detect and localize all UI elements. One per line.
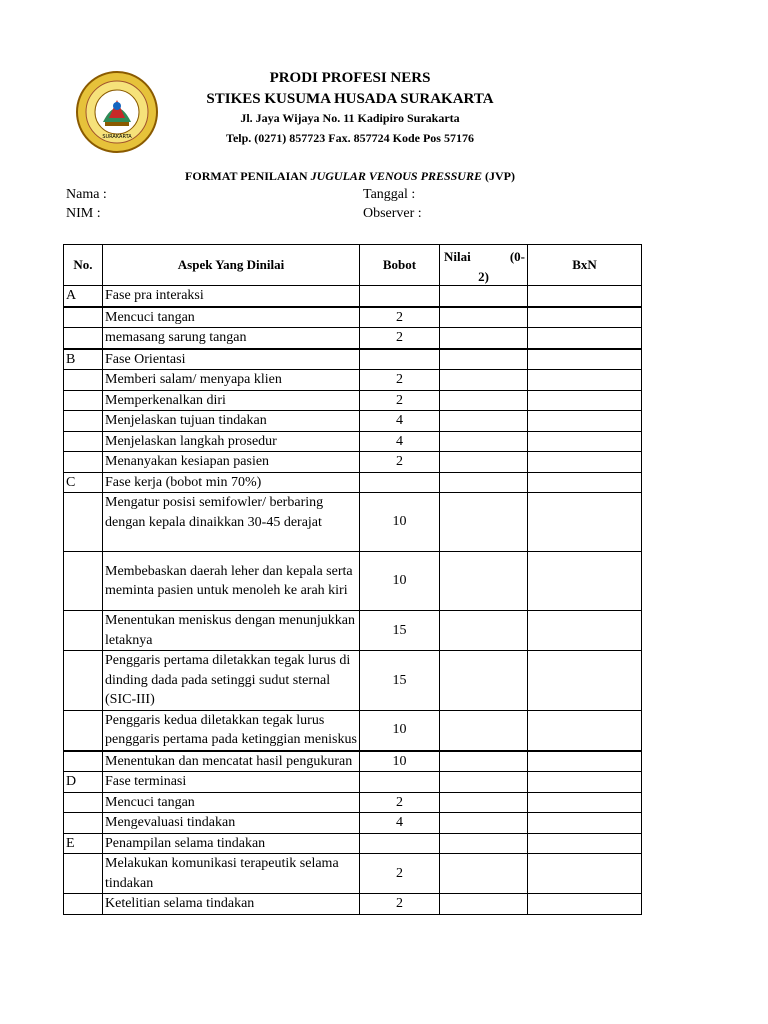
cell-nilai[interactable] xyxy=(440,493,528,552)
table-row xyxy=(64,552,642,611)
table-row xyxy=(64,390,642,411)
cell-bobot: 10 xyxy=(360,552,440,611)
cell-aspek: Menentukan dan mencatat hasil pengukuran xyxy=(103,751,360,772)
header-contact: Telp. (0271) 857723 Fax. 857724 Kode Pos 57176 xyxy=(226,131,474,145)
cell-no xyxy=(64,411,103,432)
cell-bxn[interactable] xyxy=(528,894,642,915)
cell-bxn[interactable] xyxy=(528,552,642,611)
table-row xyxy=(64,894,642,915)
cell-no xyxy=(64,751,103,772)
table-row xyxy=(64,651,642,711)
cell-bobot: 10 xyxy=(360,493,440,552)
cell-aspek: Memperkenalkan diri xyxy=(103,390,360,411)
cell-bxn[interactable] xyxy=(528,411,642,432)
cell-aspek: Penggaris kedua diletakkan tegak lurus penggaris pertama pada ketinggian meniskus xyxy=(103,710,360,751)
header-nilai xyxy=(440,245,528,286)
header-prodi: PRODI PROFESI NERS xyxy=(269,70,431,86)
cell-nilai[interactable] xyxy=(440,651,528,711)
cell-nilai[interactable] xyxy=(440,411,528,432)
table-row xyxy=(64,792,642,813)
cell-bxn[interactable] xyxy=(528,307,642,328)
cell-no xyxy=(64,611,103,651)
cell-aspek: Fase terminasi xyxy=(103,772,360,793)
cell-nilai[interactable] xyxy=(440,751,528,772)
cell-nilai[interactable] xyxy=(440,611,528,651)
table-row xyxy=(64,751,642,772)
cell-bxn[interactable] xyxy=(528,472,642,493)
cell-nilai[interactable] xyxy=(440,792,528,813)
cell-aspek: Mengevaluasi tindakan xyxy=(103,813,360,834)
cell-aspek: Menentukan meniskus dengan menunjukkan letaknya xyxy=(103,611,360,651)
cell-bxn[interactable] xyxy=(528,651,642,711)
cell-aspek: Memberi salam/ menyapa klien xyxy=(103,370,360,391)
cell-bobot: 2 xyxy=(360,390,440,411)
cell-bobot: 2 xyxy=(360,792,440,813)
header-nilai-label: Nilai xyxy=(444,249,471,264)
header-address: Jl. Jaya Wijaya No. 11 Kadipiro Surakarta xyxy=(240,111,460,125)
cell-nilai[interactable] xyxy=(440,710,528,751)
cell-aspek: Ketelitian selama tindakan xyxy=(103,894,360,915)
table-header-row xyxy=(64,245,642,286)
cell-nilai[interactable] xyxy=(440,772,528,793)
cell-aspek: Fase kerja (bobot min 70%) xyxy=(103,472,360,493)
cell-bxn[interactable] xyxy=(528,611,642,651)
cell-nilai[interactable] xyxy=(440,286,528,307)
cell-no xyxy=(64,894,103,915)
header-nilai-range-start: (0- xyxy=(509,249,525,264)
cell-no xyxy=(64,552,103,611)
table-row xyxy=(64,611,642,651)
form-title-prefix: FORMAT PENILAIAN xyxy=(185,169,311,183)
cell-bxn[interactable] xyxy=(528,772,642,793)
cell-no: C xyxy=(64,472,103,493)
table-row xyxy=(64,452,642,473)
cell-bobot: 4 xyxy=(360,813,440,834)
cell-bobot xyxy=(360,349,440,370)
header-bxn: BxN xyxy=(528,245,642,286)
table-row xyxy=(64,710,642,751)
table-row xyxy=(64,472,642,493)
cell-aspek: Mengatur posisi semifowler/ berbaring dengan kepala dinaikkan 30-45 derajat xyxy=(103,493,360,552)
cell-bxn[interactable] xyxy=(528,286,642,307)
cell-no xyxy=(64,328,103,349)
table-row xyxy=(64,328,642,349)
cell-no: A xyxy=(64,286,103,307)
cell-bobot: 15 xyxy=(360,651,440,711)
cell-nilai[interactable] xyxy=(440,894,528,915)
cell-aspek: Mencuci tangan xyxy=(103,307,360,328)
cell-bxn[interactable] xyxy=(528,792,642,813)
cell-aspek: Fase pra interaksi xyxy=(103,286,360,307)
institution-logo xyxy=(75,70,159,154)
cell-aspek: Menjelaskan langkah prosedur xyxy=(103,431,360,452)
cell-bobot: 10 xyxy=(360,710,440,751)
cell-no xyxy=(64,390,103,411)
cell-nilai[interactable] xyxy=(440,328,528,349)
table-row xyxy=(64,833,642,854)
cell-bxn[interactable] xyxy=(528,710,642,751)
cell-nilai[interactable] xyxy=(440,307,528,328)
table-row xyxy=(64,286,642,307)
cell-aspek: Fase Orientasi xyxy=(103,349,360,370)
cell-aspek: memasang sarung tangan xyxy=(103,328,360,349)
table-row xyxy=(64,493,642,552)
cell-bxn[interactable] xyxy=(528,370,642,391)
form-title-suffix: (JVP) xyxy=(481,169,515,183)
cell-aspek: Mencuci tangan xyxy=(103,792,360,813)
cell-bxn[interactable] xyxy=(528,349,642,370)
header-bobot: Bobot xyxy=(360,245,440,286)
cell-nilai[interactable] xyxy=(440,452,528,473)
cell-no: B xyxy=(64,349,103,370)
cell-bobot: 15 xyxy=(360,611,440,651)
header-nilai-range-end: 2) xyxy=(478,269,489,284)
form-title-italic: JUGULAR VENOUS PRESSURE xyxy=(310,169,482,183)
cell-nilai[interactable] xyxy=(440,833,528,854)
cell-bxn[interactable] xyxy=(528,493,642,552)
header-aspek: Aspek Yang Dinilai xyxy=(103,245,360,286)
cell-nilai[interactable] xyxy=(440,370,528,391)
cell-bobot: 2 xyxy=(360,370,440,391)
svg-text:SURAKARTA: SURAKARTA xyxy=(102,134,132,140)
cell-bobot: 4 xyxy=(360,411,440,432)
cell-bxn[interactable] xyxy=(528,813,642,834)
cell-no xyxy=(64,854,103,894)
cell-bxn[interactable] xyxy=(528,452,642,473)
cell-bobot: 2 xyxy=(360,452,440,473)
nim-label: NIM : xyxy=(66,206,101,221)
cell-aspek: Membebaskan daerah leher dan kepala serta meminta pasien untuk menoleh ke arah kiri xyxy=(103,552,360,611)
form-title xyxy=(80,169,620,184)
table-row xyxy=(64,349,642,370)
cell-nilai[interactable] xyxy=(440,552,528,611)
table-row xyxy=(64,854,642,894)
cell-no xyxy=(64,431,103,452)
cell-bobot xyxy=(360,286,440,307)
table-row xyxy=(64,370,642,391)
cell-bobot: 10 xyxy=(360,751,440,772)
cell-nilai[interactable] xyxy=(440,431,528,452)
cell-aspek: Melakukan komunikasi terapeutik selama tindakan xyxy=(103,854,360,894)
table-row xyxy=(64,431,642,452)
assessment-table xyxy=(63,244,642,915)
cell-bobot: 2 xyxy=(360,328,440,349)
cell-bxn[interactable] xyxy=(528,390,642,411)
cell-nilai[interactable] xyxy=(440,813,528,834)
cell-no xyxy=(64,651,103,711)
table-row xyxy=(64,772,642,793)
cell-aspek: Menanyakan kesiapan pasien xyxy=(103,452,360,473)
cell-bobot: 2 xyxy=(360,307,440,328)
cell-nilai[interactable] xyxy=(440,390,528,411)
cell-no xyxy=(64,452,103,473)
cell-nilai[interactable] xyxy=(440,854,528,894)
observer-label: Observer : xyxy=(363,206,422,221)
cell-bxn[interactable] xyxy=(528,328,642,349)
cell-bobot xyxy=(360,472,440,493)
table-row xyxy=(64,813,642,834)
table-row xyxy=(64,307,642,328)
cell-bxn[interactable] xyxy=(528,833,642,854)
cell-bxn[interactable] xyxy=(528,854,642,894)
cell-bobot: 2 xyxy=(360,854,440,894)
table-row xyxy=(64,411,642,432)
cell-no: E xyxy=(64,833,103,854)
tanggal-label: Tanggal : xyxy=(363,187,416,202)
header-institution: STIKES KUSUMA HUSADA SURAKARTA xyxy=(206,91,494,107)
cell-aspek: Penggaris pertama diletakkan tegak lurus di dinding dada pada setinggi sudut sternal (SIC-III) xyxy=(103,651,360,711)
cell-no: D xyxy=(64,772,103,793)
cell-no xyxy=(64,792,103,813)
header-no: No. xyxy=(64,245,103,286)
cell-bxn[interactable] xyxy=(528,431,642,452)
cell-bobot xyxy=(360,772,440,793)
nama-label: Nama : xyxy=(66,187,107,202)
cell-nilai[interactable] xyxy=(440,349,528,370)
cell-bobot: 2 xyxy=(360,894,440,915)
cell-no xyxy=(64,813,103,834)
cell-bxn[interactable] xyxy=(528,751,642,772)
cell-aspek: Penampilan selama tindakan xyxy=(103,833,360,854)
cell-no xyxy=(64,307,103,328)
cell-no xyxy=(64,493,103,552)
cell-aspek: Menjelaskan tujuan tindakan xyxy=(103,411,360,432)
cell-nilai[interactable] xyxy=(440,472,528,493)
cell-bobot xyxy=(360,833,440,854)
cell-no xyxy=(64,370,103,391)
cell-no xyxy=(64,710,103,751)
cell-bobot: 4 xyxy=(360,431,440,452)
